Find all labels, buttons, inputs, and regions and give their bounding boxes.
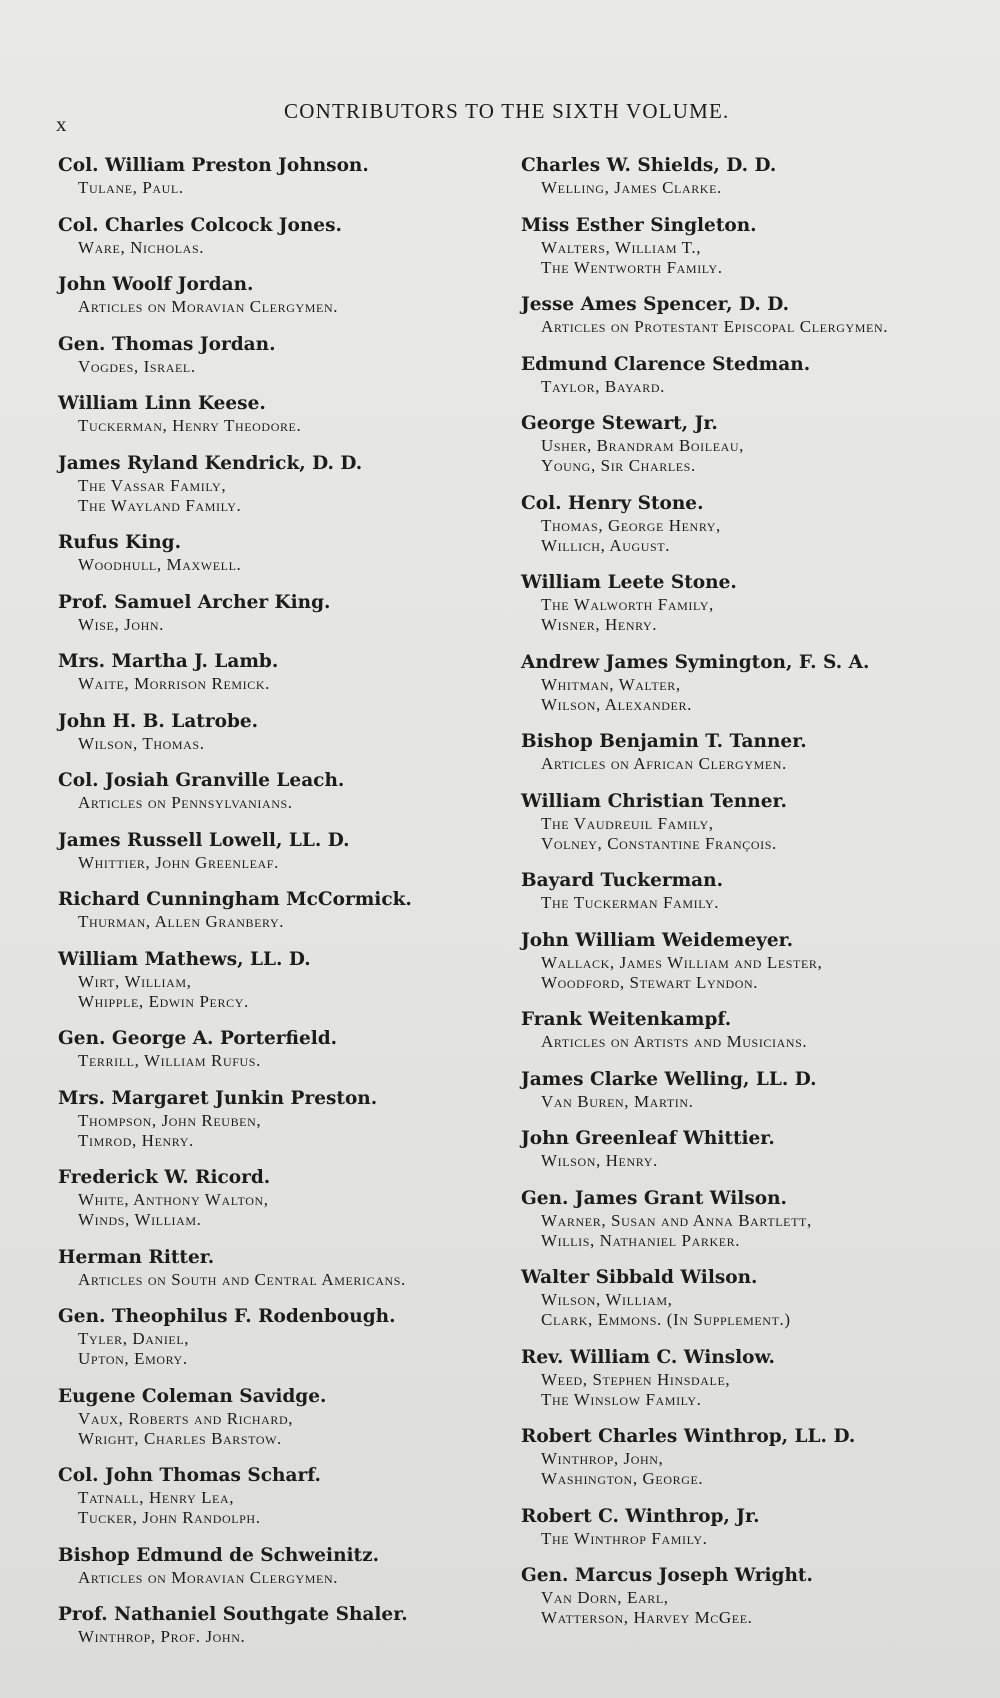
contributor-entry bbox=[58, 1246, 498, 1290]
article-subject: Waite, Morrison Remick. bbox=[78, 674, 270, 693]
article-subject: Tucker, John Randolph. bbox=[78, 1508, 261, 1527]
contributor-name: Rufus King. bbox=[58, 532, 182, 553]
contributor-name: William Mathews, LL. D. bbox=[58, 948, 311, 970]
contributor-entry bbox=[521, 214, 981, 278]
contributor-entry bbox=[58, 948, 498, 1012]
contributor-entry bbox=[58, 769, 498, 813]
contributor-entry bbox=[521, 1008, 981, 1052]
contributor-entry bbox=[58, 531, 498, 575]
contributor-name: Gen. James Grant Wilson. bbox=[521, 1187, 787, 1209]
contributor-name: Edmund Clarence Stedman. bbox=[521, 353, 811, 375]
article-subject: Vogdes, Israel. bbox=[78, 356, 196, 376]
running-head: CONTRIBUTORS TO THE SIXTH VOLUME. bbox=[284, 99, 730, 123]
article-subject: Ware, Nicholas. bbox=[78, 237, 205, 257]
contributor-entry bbox=[58, 1166, 498, 1230]
article-subject: Winthrop, John, bbox=[541, 1449, 664, 1468]
article-subject: Wilson, William, bbox=[541, 1290, 673, 1309]
contributor-name: William Leete Stone. bbox=[521, 572, 737, 593]
article-subject: Willich, August. bbox=[541, 535, 671, 555]
article-subject: The Wayland Family. bbox=[78, 495, 242, 515]
article-subject: The Walworth Family, bbox=[541, 595, 714, 614]
article-subject: Welling, James Clarke. bbox=[541, 178, 722, 197]
article-subject: The Vaudreuil Family, bbox=[541, 813, 714, 833]
contributor-entry bbox=[58, 392, 498, 436]
contributor-entry bbox=[58, 591, 498, 635]
article-subject: Willis, Nathaniel Parker. bbox=[541, 1230, 741, 1250]
article-subject: The Wentworth Family. bbox=[541, 257, 723, 277]
contributor-entry bbox=[521, 154, 981, 198]
article-subject: Articles on Moravian Clergymen. bbox=[78, 1567, 339, 1587]
contributor-entry bbox=[58, 710, 498, 754]
contributor-entry bbox=[58, 650, 498, 694]
article-subject: Walters, William T., bbox=[541, 237, 702, 257]
contributor-name: Robert Charles Winthrop, LL. D. bbox=[521, 1426, 856, 1447]
article-subject: Wilson, Henry. bbox=[541, 1151, 658, 1170]
contributor-entry bbox=[58, 1027, 498, 1071]
contributor-entry bbox=[521, 293, 981, 337]
article-subject: Thompson, John Reuben, bbox=[78, 1110, 262, 1130]
article-subject: Thomas, George Henry, bbox=[541, 515, 721, 535]
contributor-name: Gen. Theophilus F. Rodenbough. bbox=[58, 1306, 396, 1327]
contributor-name: John Woolf Jordan. bbox=[58, 274, 254, 295]
contributor-entry bbox=[58, 1464, 498, 1528]
article-subject: Wright, Charles Barstow. bbox=[78, 1428, 282, 1448]
article-subject: Woodford, Stewart Lyndon. bbox=[541, 972, 759, 992]
article-subject: Winds, William. bbox=[78, 1210, 202, 1229]
article-subject: Washington, George. bbox=[541, 1469, 704, 1488]
article-subject: Clark, Emmons. (In Supplement.) bbox=[541, 1310, 791, 1329]
contributor-name: James Russell Lowell, LL. D. bbox=[58, 829, 350, 851]
article-subject: Tulane, Paul. bbox=[78, 178, 184, 197]
article-subject: Whittier, John Greenleaf. bbox=[78, 852, 279, 872]
contributor-name: Mrs. Martha J. Lamb. bbox=[58, 651, 279, 672]
contributor-name: Gen. Marcus Joseph Wright. bbox=[521, 1565, 813, 1586]
contributor-entry bbox=[58, 452, 498, 516]
article-subject: Whipple, Edwin Percy. bbox=[78, 991, 249, 1011]
contributor-name: Bishop Benjamin T. Tanner. bbox=[521, 731, 807, 752]
article-subject: Tyler, Daniel, bbox=[78, 1329, 190, 1348]
contributor-entry bbox=[521, 790, 981, 854]
contributor-name: John H. B. Latrobe. bbox=[58, 710, 259, 732]
left-column bbox=[58, 154, 498, 1663]
contributor-entry bbox=[521, 1266, 981, 1330]
contributor-name: Rev. William C. Winslow. bbox=[521, 1346, 775, 1368]
contributor-name: Charles W. Shields, D. D. bbox=[521, 155, 777, 176]
contributor-entry bbox=[521, 1564, 981, 1628]
contributor-name: Col. Charles Colcock Jones. bbox=[58, 214, 342, 236]
contributor-name: John Greenleaf Whittier. bbox=[521, 1128, 775, 1149]
article-subject: Articles on Moravian Clergymen. bbox=[78, 297, 339, 316]
article-subject: Weed, Stephen Hinsdale, bbox=[541, 1369, 731, 1389]
contributor-name: Bayard Tuckerman. bbox=[521, 870, 724, 891]
article-subject: The Winthrop Family. bbox=[541, 1528, 708, 1548]
contributor-name: Robert C. Winthrop, Jr. bbox=[521, 1505, 760, 1527]
article-subject: Usher, Brandram Boileau, bbox=[541, 436, 745, 455]
article-subject: Warner, Susan and Anna Bartlett, bbox=[541, 1210, 812, 1230]
contributor-name: James Clarke Welling, LL. D. bbox=[521, 1068, 817, 1090]
article-subject: Woodhull, Maxwell. bbox=[78, 555, 242, 574]
article-subject: Terrill, William Rufus. bbox=[78, 1051, 261, 1070]
contributor-name: William Christian Tenner. bbox=[521, 790, 787, 812]
article-subject: Whitman, Walter, bbox=[541, 674, 681, 694]
contributor-name: Gen. George A. Porterfield. bbox=[58, 1028, 338, 1049]
article-subject: Watterson, Harvey McGee. bbox=[541, 1608, 753, 1627]
article-subject: Wirt, William, bbox=[78, 971, 192, 991]
article-subject: Wisner, Henry. bbox=[541, 615, 658, 634]
article-subject: Articles on Protestant Episcopal Clergymen. bbox=[541, 317, 889, 336]
contributor-name: Col. Josiah Granville Leach. bbox=[58, 770, 345, 791]
contributor-entry bbox=[58, 1385, 498, 1449]
contributor-name: William Linn Keese. bbox=[58, 393, 266, 414]
article-subject: Van Buren, Martin. bbox=[541, 1091, 694, 1111]
contributor-entry bbox=[58, 1544, 498, 1588]
article-subject: Volney, Constantine François. bbox=[541, 833, 777, 853]
article-subject: Young, Sir Charles. bbox=[541, 456, 696, 475]
article-subject: Articles on African Clergymen. bbox=[541, 754, 787, 773]
contributor-name: Mrs. Margaret Junkin Preston. bbox=[58, 1087, 378, 1109]
contributor-entry bbox=[58, 333, 498, 377]
contributor-entry bbox=[521, 353, 981, 397]
contributor-name: Gen. Thomas Jordan. bbox=[58, 333, 276, 355]
article-subject: Vaux, Roberts and Richard, bbox=[78, 1408, 294, 1428]
contributor-name: George Stewart, Jr. bbox=[521, 413, 718, 434]
contributor-entry bbox=[58, 829, 498, 873]
contributor-name: Miss Esther Singleton. bbox=[521, 214, 757, 236]
article-subject: Wallack, James William and Lester, bbox=[541, 952, 823, 972]
article-subject: Wilson, Alexander. bbox=[541, 694, 692, 714]
contributor-name: Jesse Ames Spencer, D. D. bbox=[521, 294, 790, 315]
article-subject: Tuckerman, Henry Theodore. bbox=[78, 416, 302, 435]
article-subject: The Winslow Family. bbox=[541, 1389, 702, 1409]
contributor-name: Frederick W. Ricord. bbox=[58, 1167, 271, 1188]
contributor-name: Andrew James Symington, F. S. A. bbox=[521, 651, 870, 673]
article-subject: Timrod, Henry. bbox=[78, 1130, 194, 1150]
right-column bbox=[521, 154, 981, 1644]
page-number: x bbox=[56, 112, 68, 136]
article-subject: Upton, Emory. bbox=[78, 1349, 188, 1368]
contributor-entry bbox=[521, 1505, 981, 1549]
contributor-name: Col. William Preston Johnson. bbox=[58, 155, 369, 176]
article-subject: Wise, John. bbox=[78, 614, 165, 634]
contributor-name: Richard Cunningham McCormick. bbox=[58, 889, 412, 910]
contributor-name: Prof. Nathaniel Southgate Shaler. bbox=[58, 1604, 408, 1625]
contributor-entry bbox=[521, 730, 981, 774]
contributor-name: Col. John Thomas Scharf. bbox=[58, 1465, 321, 1486]
article-subject: The Vassar Family, bbox=[78, 475, 227, 495]
contributor-entry bbox=[58, 154, 498, 198]
contributor-entry bbox=[521, 492, 981, 556]
contributor-entry bbox=[58, 214, 498, 258]
contributor-name: Walter Sibbald Wilson. bbox=[521, 1267, 758, 1288]
article-subject: Taylor, Bayard. bbox=[541, 376, 665, 396]
contributor-entry bbox=[521, 412, 981, 476]
article-subject: White, Anthony Walton, bbox=[78, 1190, 269, 1209]
article-subject: Tatnall, Henry Lea, bbox=[78, 1488, 235, 1507]
contributor-name: Frank Weitenkampf. bbox=[521, 1009, 732, 1030]
contributor-entry bbox=[58, 1305, 498, 1369]
contributor-entry bbox=[521, 571, 981, 635]
contributor-entry bbox=[521, 1187, 981, 1251]
article-subject: Articles on Artists and Musicians. bbox=[541, 1032, 808, 1051]
contributor-entry bbox=[521, 1425, 981, 1489]
contributor-entry bbox=[58, 1603, 498, 1647]
article-subject: Winthrop, Prof. John. bbox=[78, 1627, 246, 1646]
contributor-name: Col. Henry Stone. bbox=[521, 492, 704, 514]
contributor-name: Herman Ritter. bbox=[58, 1246, 215, 1268]
contributor-entry bbox=[521, 1346, 981, 1410]
article-subject: Wilson, Thomas. bbox=[78, 733, 205, 753]
contributor-entry bbox=[58, 888, 498, 932]
contributor-entry bbox=[58, 1087, 498, 1151]
contributor-name: John William Weidemeyer. bbox=[521, 929, 794, 951]
contributor-entry bbox=[521, 1068, 981, 1112]
article-subject: The Tuckerman Family. bbox=[541, 893, 720, 912]
contributor-entry bbox=[58, 273, 498, 317]
article-subject: Articles on Pennsylvanians. bbox=[78, 793, 293, 812]
contributor-name: Bishop Edmund de Schweinitz. bbox=[58, 1544, 380, 1566]
contributor-entry bbox=[521, 869, 981, 913]
article-subject: Articles on South and Central Americans. bbox=[78, 1269, 406, 1289]
article-subject: Thurman, Allen Granbery. bbox=[78, 912, 285, 931]
contributor-name: Prof. Samuel Archer King. bbox=[58, 591, 331, 613]
contributor-entry bbox=[521, 651, 981, 715]
contributor-entry bbox=[521, 1127, 981, 1171]
contributor-entry bbox=[521, 929, 981, 993]
contributor-name: James Ryland Kendrick, D. D. bbox=[58, 452, 363, 474]
contributor-name: Eugene Coleman Savidge. bbox=[58, 1385, 327, 1407]
article-subject: Van Dorn, Earl, bbox=[541, 1588, 669, 1607]
